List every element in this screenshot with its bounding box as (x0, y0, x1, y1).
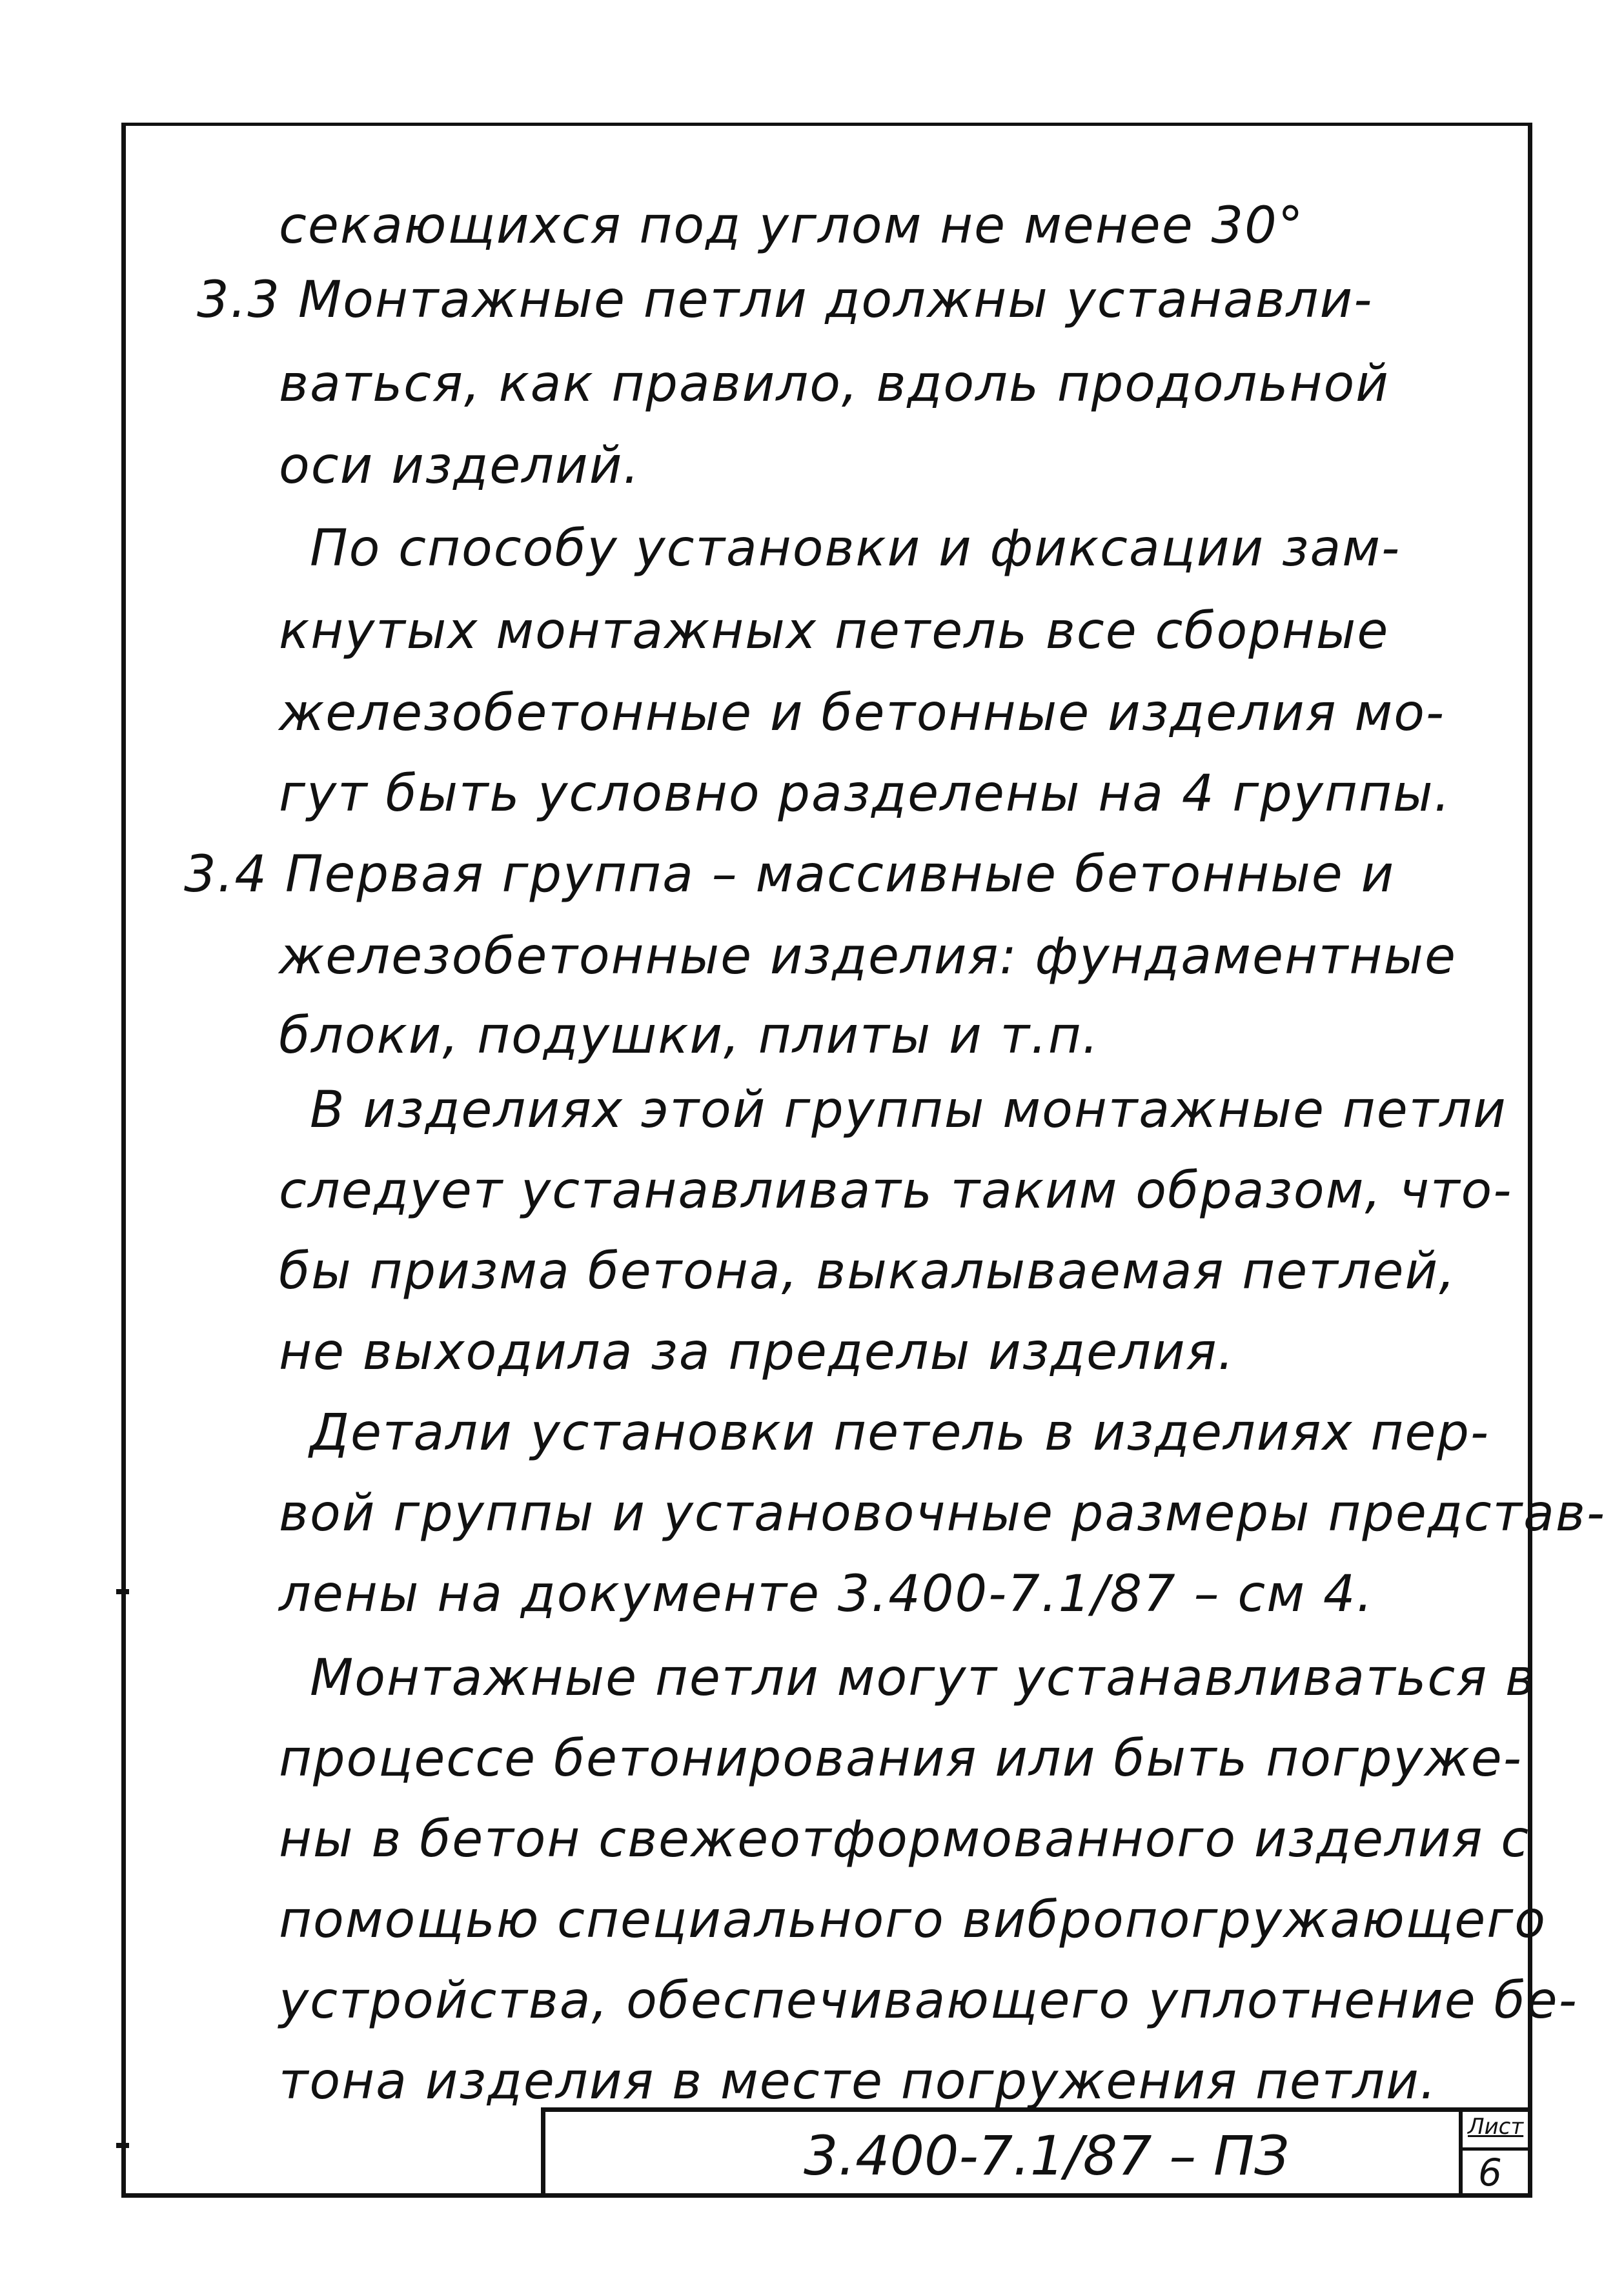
text-line: железобетонные изделия: фундаментные (279, 928, 1457, 986)
text-line: помощью специального вибропогружающего (279, 1891, 1547, 1949)
text-line: кнутых монтажных петель все сборные (279, 602, 1390, 660)
text-line: ны в бетон свежеотформованного изделия с (279, 1810, 1530, 1869)
document-code: 3.400-7.1/87 – ПЗ (804, 2124, 1289, 2187)
text-line: блоки, подушки, плиты и т.п. (279, 1007, 1100, 1065)
text-line: железобетонные и бетонные изделия мо- (279, 684, 1446, 742)
sheet-label: Лист (1468, 2114, 1524, 2140)
text-line: По способу установки и фиксации зам- (310, 520, 1401, 578)
text-line: ваться, как правило, вдоль продольной (279, 355, 1390, 413)
text-line: тона изделия в месте погружения петли. (279, 2053, 1437, 2111)
text-line: вой группы и установочные размеры представ- (279, 1485, 1606, 1543)
sheet-number: 6 (1478, 2151, 1502, 2195)
margin-tick (116, 1589, 129, 1594)
title-block (541, 2107, 1532, 2198)
text-line: оси изделий. (279, 437, 641, 495)
text-line: Монтажные петли могут устанавливаться в (310, 1649, 1536, 1707)
text-line: гут быть условно разделены на 4 группы. (279, 765, 1452, 823)
text-line: лены на документе 3.400-7.1/87 – см 4. (279, 1565, 1374, 1623)
text-line: В изделиях этой группы монтажные петли (310, 1081, 1507, 1139)
text-line: 3.3 Монтажные петли должны устанавли- (197, 271, 1374, 329)
margin-tick (116, 2143, 129, 2148)
text-line: не выходила за пределы изделия. (279, 1323, 1235, 1381)
text-line: 3.4 Первая группа – массивные бетонные и (184, 846, 1396, 904)
sheet-number-box (1459, 2107, 1532, 2198)
text-line: секающихся под углом не менее 30° (279, 197, 1304, 255)
text-line: процессе бетонирования или быть погруже- (279, 1730, 1523, 1788)
text-line: Детали установки петель в изделиях пер- (310, 1404, 1490, 1462)
text-line: бы призма бетона, выкалываемая петлей, (279, 1242, 1456, 1301)
text-line: следует устанавливать таким образом, что- (279, 1162, 1513, 1220)
text-line: устройства, обеспечивающего уплотнение бе- (279, 1972, 1578, 2030)
